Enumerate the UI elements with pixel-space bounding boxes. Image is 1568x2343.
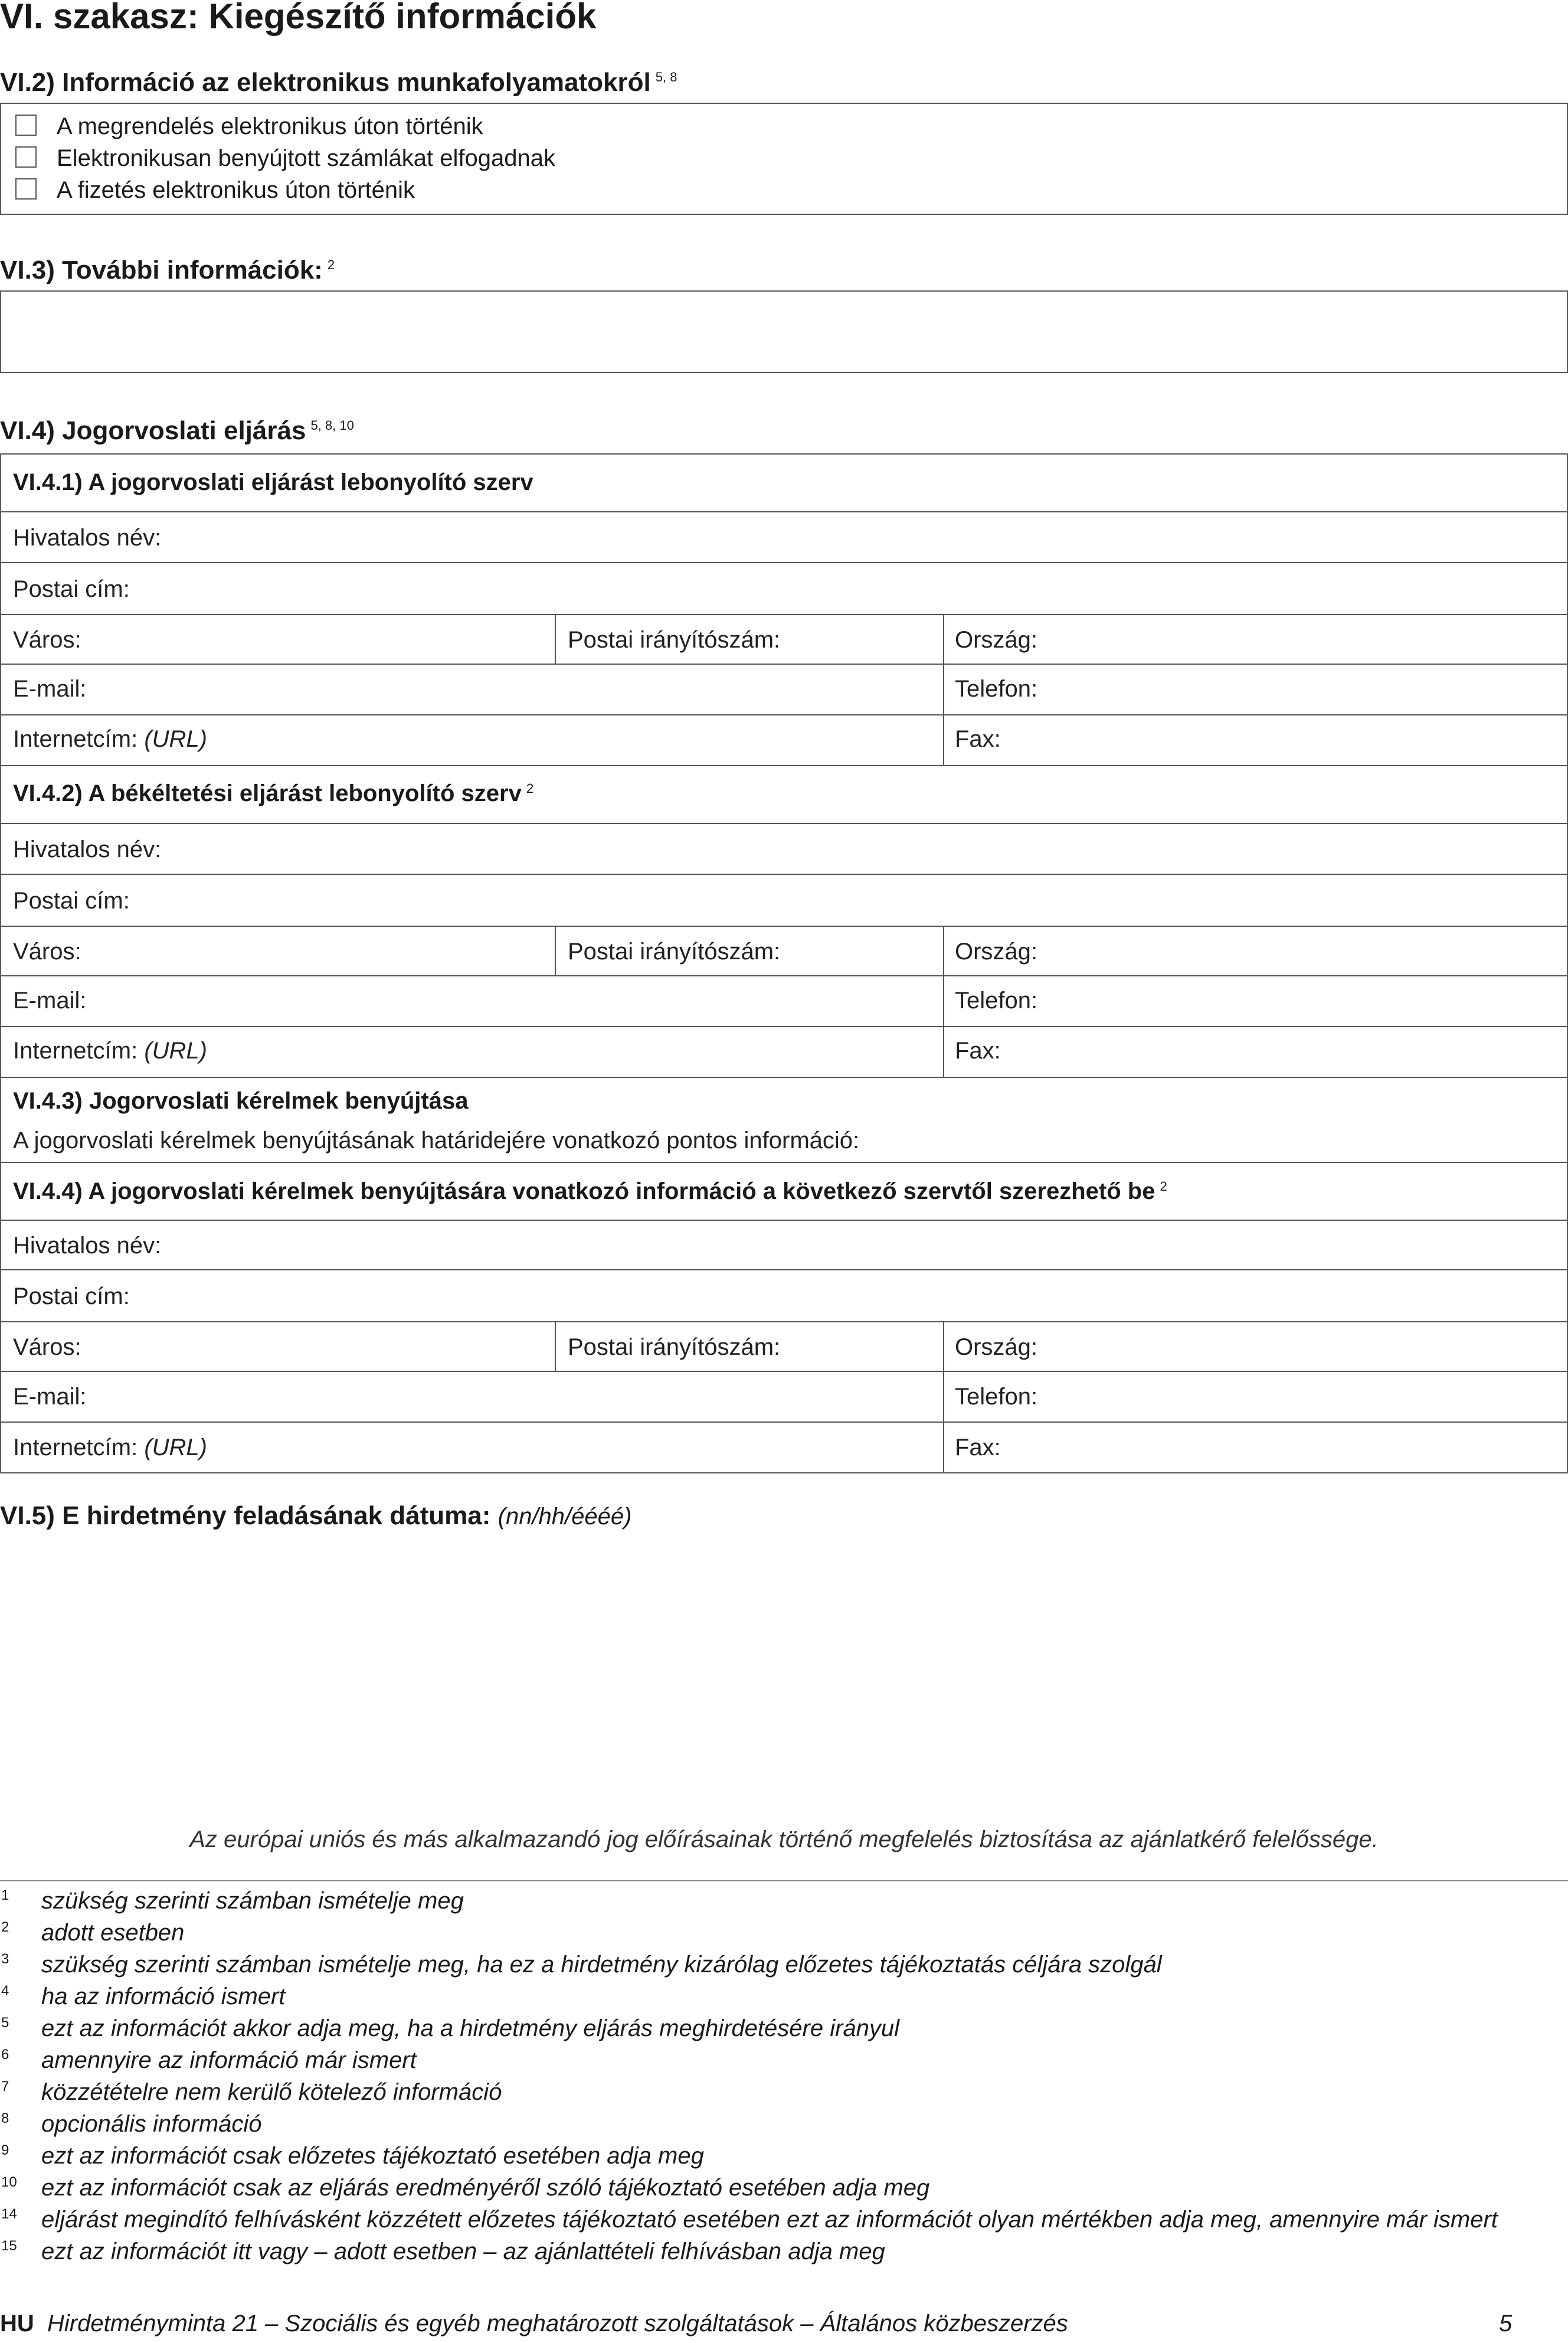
vi2-title: VI.2) Információ az elektronikus munkafolyamatokról bbox=[0, 68, 651, 97]
divider bbox=[555, 1321, 556, 1371]
url-hint: (URL) bbox=[144, 1038, 207, 1064]
footnote-text: ezt az információt akkor adja meg, ha a hirdetmény eljárás meghirdetésére irányul bbox=[41, 2015, 900, 2041]
url-hint: (URL) bbox=[144, 1434, 207, 1460]
footnote-text: közzétételre nem kerülő kötelező információ bbox=[41, 2079, 502, 2105]
fax-field[interactable]: Fax: bbox=[955, 1434, 1001, 1460]
vi42-title: VI.4.2) A békéltetési eljárást lebonyolító szerv bbox=[13, 780, 522, 806]
postal-address-field[interactable]: Postai cím: bbox=[13, 1283, 130, 1309]
internet-address-field[interactable] bbox=[13, 1433, 207, 1462]
phone-field[interactable]: Telefon: bbox=[955, 676, 1038, 702]
internet-label: Internetcím: bbox=[13, 1038, 138, 1064]
vi5-heading bbox=[0, 1501, 631, 1532]
url-hint: (URL) bbox=[144, 726, 207, 752]
divider bbox=[0, 714, 1568, 715]
page-number: 5 bbox=[1499, 2311, 1513, 2337]
footnote-text: ezt az információt itt vagy – adott esetben – az ajánlattételi felhívásban adja meg bbox=[41, 2239, 885, 2264]
internet-label: Internetcím: bbox=[13, 1434, 138, 1460]
footnote-number: 9 bbox=[1, 2142, 9, 2158]
vi44-footnote-ref: 2 bbox=[1160, 1178, 1167, 1194]
disclaimer: Az európai uniós és más alkalmazandó jog előírásainak történő megfelelés biztosítása az ajánlatkérő felelőssége. bbox=[189, 1826, 1379, 1852]
divider bbox=[0, 765, 1568, 766]
footnote-text: ha az információ ismert bbox=[41, 1983, 286, 2009]
divider bbox=[0, 1422, 1568, 1423]
divider bbox=[0, 1220, 1568, 1221]
footnote-text: szükség szerinti számban ismételje meg, ha ez a hirdetmény kizárólag előzetes tájékoztatás céljára szolgál bbox=[41, 1952, 1162, 1978]
form-name: Hirdetményminta 21 – Szociális és egyéb meghatározott szolgáltatások – Általános közbeszerzés bbox=[47, 2311, 1068, 2337]
footnote-number: 3 bbox=[1, 1951, 9, 1967]
footnote-number: 5 bbox=[1, 2015, 9, 2031]
email-field[interactable]: E-mail: bbox=[13, 1384, 87, 1410]
footnotes-list bbox=[0, 1887, 1568, 2276]
electronic-ordering-label: A megrendelés elektronikus úton történik bbox=[57, 113, 483, 139]
postal-address-field[interactable]: Postai cím: bbox=[13, 888, 130, 914]
vi4-title: VI.4) Jogorvoslati eljárás bbox=[0, 416, 306, 445]
divider bbox=[0, 1321, 1568, 1322]
email-field[interactable]: E-mail: bbox=[13, 988, 87, 1014]
divider bbox=[0, 562, 1568, 563]
electronic-ordering-checkbox[interactable] bbox=[15, 115, 37, 136]
footnote-text: ezt az információt csak az eljárás eredményéről szóló tájékoztató esetében adja meg bbox=[41, 2175, 930, 2201]
footnote-text: adott esetben bbox=[41, 1920, 185, 1946]
divider bbox=[0, 1269, 1568, 1270]
vi4-heading bbox=[0, 416, 354, 446]
divider bbox=[943, 1422, 944, 1473]
electronic-workflow-box bbox=[0, 103, 1568, 215]
vi3-footnote-ref: 2 bbox=[327, 257, 335, 273]
page-footer bbox=[0, 2309, 1068, 2338]
footnote-number: 14 bbox=[1, 2206, 17, 2222]
electronic-invoicing-checkbox[interactable] bbox=[15, 146, 37, 168]
review-procedures-box bbox=[0, 453, 1568, 1473]
city-field[interactable]: Város: bbox=[13, 939, 81, 965]
vi42-heading bbox=[13, 779, 533, 808]
postcode-field[interactable]: Postai irányítószám: bbox=[568, 939, 781, 965]
divider bbox=[0, 926, 1568, 927]
divider bbox=[0, 511, 1568, 512]
divider bbox=[0, 1162, 1568, 1163]
vi2-footnote-ref: 5, 8 bbox=[655, 70, 677, 85]
postcode-field[interactable]: Postai irányítószám: bbox=[568, 627, 781, 653]
footnotes-divider bbox=[0, 1880, 1568, 1881]
footnote-number: 7 bbox=[1, 2079, 9, 2094]
vi44-heading bbox=[13, 1177, 1167, 1205]
footnote-text: opcionális információ bbox=[41, 2111, 262, 2137]
footnote-number: 2 bbox=[1, 1919, 9, 1935]
internet-address-field[interactable] bbox=[13, 1037, 207, 1065]
country-field[interactable]: Ország: bbox=[955, 939, 1038, 965]
language-code: HU bbox=[0, 2311, 34, 2337]
footnote-text: ezt az információt csak előzetes tájékoztató esetében adja meg bbox=[41, 2143, 704, 2169]
review-deadline-field[interactable]: A jogorvoslati kérelmek benyújtásának határidejére vonatkozó pontos információ: bbox=[13, 1128, 860, 1153]
footnote-text: eljárást megindító felhívásként közzétett előzetes tájékoztató esetében ezt az információt olyan mértékben adja meg, amennyire már ismert bbox=[41, 2207, 1498, 2233]
vi43-title: VI.4.3) Jogorvoslati kérelmek benyújtása bbox=[13, 1088, 469, 1114]
vi3-title: VI.3) További információk: bbox=[0, 256, 323, 285]
divider bbox=[0, 1371, 1568, 1372]
phone-field[interactable]: Telefon: bbox=[955, 988, 1038, 1014]
divider bbox=[555, 614, 556, 664]
additional-info-field[interactable] bbox=[0, 290, 1568, 373]
fax-field[interactable]: Fax: bbox=[955, 1038, 1001, 1064]
footnote-number: 1 bbox=[1, 1887, 9, 1903]
section-title: VI. szakasz: Kiegészítő információk bbox=[0, 0, 597, 36]
footnote-number: 6 bbox=[1, 2047, 9, 2063]
electronic-payment-label: A fizetés elektronikus úton történik bbox=[57, 177, 415, 203]
fax-field[interactable]: Fax: bbox=[955, 726, 1001, 752]
vi4-footnote-ref: 5, 8, 10 bbox=[310, 418, 354, 433]
divider bbox=[0, 1077, 1568, 1078]
date-format-hint: (nn/hh/éééé) bbox=[497, 1504, 632, 1530]
vi2-heading bbox=[0, 67, 677, 98]
divider bbox=[943, 926, 944, 1077]
internet-label: Internetcím: bbox=[13, 726, 138, 752]
footnote-text: amennyire az információ már ismert bbox=[41, 2047, 417, 2073]
postcode-field[interactable]: Postai irányítószám: bbox=[568, 1334, 781, 1360]
vi5-title: VI.5) E hirdetmény feladásának dátuma: bbox=[0, 1501, 491, 1530]
vi42-footnote-ref: 2 bbox=[526, 780, 534, 796]
divider bbox=[0, 975, 1568, 976]
divider bbox=[943, 1321, 944, 1423]
divider bbox=[0, 614, 1568, 615]
footnote-number: 8 bbox=[1, 2110, 9, 2126]
divider bbox=[555, 926, 556, 975]
country-field[interactable]: Ország: bbox=[955, 1334, 1038, 1360]
divider bbox=[0, 664, 1568, 665]
city-field[interactable]: Város: bbox=[13, 627, 81, 653]
divider bbox=[0, 874, 1568, 875]
vi3-heading bbox=[0, 255, 335, 286]
city-field[interactable]: Város: bbox=[13, 1334, 81, 1360]
official-name-field[interactable]: Hivatalos név: bbox=[13, 836, 162, 862]
official-name-field[interactable]: Hivatalos név: bbox=[13, 1233, 162, 1259]
postal-address-field[interactable]: Postai cím: bbox=[13, 576, 130, 602]
footnote-number: 4 bbox=[1, 1983, 9, 1999]
official-name-field[interactable]: Hivatalos név: bbox=[13, 525, 162, 551]
vi44-title: VI.4.4) A jogorvoslati kérelmek benyújtására vonatkozó információ a következő szervtől szerezhető be bbox=[13, 1178, 1155, 1204]
electronic-payment-checkbox[interactable] bbox=[15, 178, 37, 200]
footnote-number: 15 bbox=[1, 2238, 17, 2254]
electronic-invoicing-label: Elektronikusan benyújtott számlákat elfogadnak bbox=[57, 145, 555, 171]
email-field[interactable]: E-mail: bbox=[13, 676, 87, 702]
internet-address-field[interactable] bbox=[13, 725, 207, 753]
footnote-text: szükség szerinti számban ismételje meg bbox=[41, 1888, 464, 1914]
country-field[interactable]: Ország: bbox=[955, 627, 1038, 653]
divider bbox=[0, 1026, 1568, 1027]
divider bbox=[943, 614, 944, 765]
phone-field[interactable]: Telefon: bbox=[955, 1384, 1038, 1410]
vi41-title: VI.4.1) A jogorvoslati eljárást lebonyolító szerv bbox=[13, 469, 533, 495]
footnote-number: 10 bbox=[1, 2174, 17, 2190]
divider bbox=[0, 823, 1568, 824]
